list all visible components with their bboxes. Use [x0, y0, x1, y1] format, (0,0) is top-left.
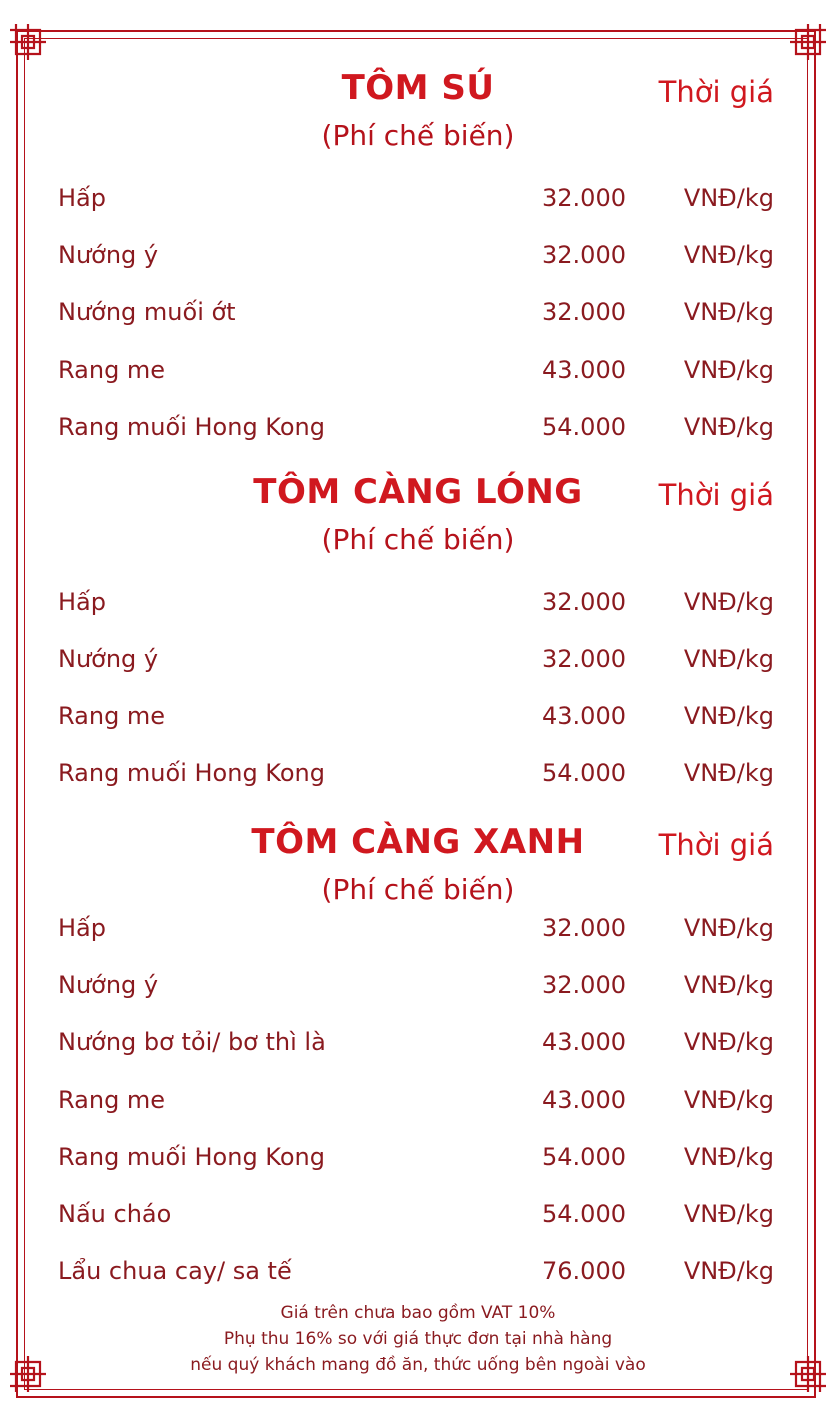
item-name: Rang muối Hong Kong [58, 413, 325, 441]
item-unit: VNĐ/kg [683, 645, 774, 673]
item-name: Rang me [58, 356, 166, 384]
footer-note-surcharge: Phụ thu 16% so với giá thực đơn tại nhà hàng [223, 1329, 613, 1349]
section-title: TÔM CÀNG XANH [251, 822, 585, 862]
item-name: Lẩu chua cay/ sa tế [58, 1257, 292, 1285]
item-price: 43.000 [542, 1028, 626, 1056]
menu-item-row [0, 292, 836, 332]
menu-item-row [0, 753, 836, 793]
item-unit: VNĐ/kg [683, 241, 774, 269]
menu-item-row [0, 1080, 836, 1120]
item-name: Nướng ý [58, 645, 159, 673]
item-unit: VNĐ/kg [683, 413, 774, 441]
menu-item-row [0, 1194, 836, 1234]
item-name: Nướng ý [58, 971, 159, 999]
item-unit: VNĐ/kg [683, 971, 774, 999]
item-price: 43.000 [542, 356, 626, 384]
item-unit: VNĐ/kg [683, 1086, 774, 1114]
item-unit: VNĐ/kg [683, 356, 774, 384]
corner-ornament-icon [788, 22, 828, 62]
item-unit: VNĐ/kg [683, 1028, 774, 1056]
section-title: TÔM SÚ [341, 68, 495, 108]
menu-item-row [0, 407, 836, 447]
item-name: Hấp [58, 588, 106, 616]
item-unit: VNĐ/kg [683, 1200, 774, 1228]
menu-item-row [0, 178, 836, 218]
item-name: Rang muối Hong Kong [58, 1143, 325, 1171]
item-unit: VNĐ/kg [683, 1143, 774, 1171]
menu-item-row [0, 1137, 836, 1177]
item-unit: VNĐ/kg [683, 702, 774, 730]
item-price: 32.000 [542, 971, 626, 999]
menu-item-row [0, 1022, 836, 1062]
corner-ornament-icon [8, 22, 48, 62]
item-price: 43.000 [542, 1086, 626, 1114]
item-price: 54.000 [542, 1143, 626, 1171]
menu-item-row [0, 350, 836, 390]
item-name: Rang me [58, 1086, 166, 1114]
menu-item-row [0, 639, 836, 679]
item-price: 32.000 [542, 184, 626, 212]
item-unit: VNĐ/kg [683, 184, 774, 212]
menu-item-row [0, 1251, 836, 1291]
item-price: 32.000 [542, 588, 626, 616]
section-price-label: Thời giá [658, 478, 774, 512]
item-unit: VNĐ/kg [683, 914, 774, 942]
item-unit: VNĐ/kg [683, 588, 774, 616]
item-name: Nấu cháo [58, 1200, 172, 1228]
item-price: 32.000 [542, 241, 626, 269]
section-title: TÔM CÀNG LÓNG [253, 472, 583, 512]
item-price: 54.000 [542, 759, 626, 787]
item-price: 54.000 [542, 1200, 626, 1228]
item-name: Hấp [58, 914, 106, 942]
footer-note-vat: Giá trên chưa bao gồm VAT 10% [280, 1303, 556, 1323]
item-name: Rang muối Hong Kong [58, 759, 325, 787]
item-name: Hấp [58, 184, 106, 212]
item-unit: VNĐ/kg [683, 759, 774, 787]
section-price-label: Thời giá [658, 75, 774, 109]
item-price: 76.000 [542, 1257, 626, 1285]
menu-item-row [0, 582, 836, 622]
item-unit: VNĐ/kg [683, 298, 774, 326]
item-price: 43.000 [542, 702, 626, 730]
item-name: Nướng ý [58, 241, 159, 269]
menu-item-row [0, 235, 836, 275]
menu-item-row [0, 696, 836, 736]
footer-note-outside-food: nếu quý khách mang đồ ăn, thức uống bên ngoài vào [190, 1355, 646, 1375]
item-name: Rang me [58, 702, 166, 730]
item-name: Nướng bơ tỏi/ bơ thì là [58, 1028, 326, 1056]
menu-item-row [0, 965, 836, 1005]
section-subtitle: (Phí chế biến) [321, 523, 515, 556]
section-subtitle: (Phí chế biến) [321, 873, 515, 906]
section-price-label: Thời giá [658, 828, 774, 862]
item-price: 32.000 [542, 645, 626, 673]
item-unit: VNĐ/kg [683, 1257, 774, 1285]
item-price: 32.000 [542, 914, 626, 942]
item-price: 32.000 [542, 298, 626, 326]
item-price: 54.000 [542, 413, 626, 441]
item-name: Nướng muối ớt [58, 298, 236, 326]
section-subtitle: (Phí chế biến) [321, 119, 515, 152]
menu-item-row [0, 908, 836, 948]
